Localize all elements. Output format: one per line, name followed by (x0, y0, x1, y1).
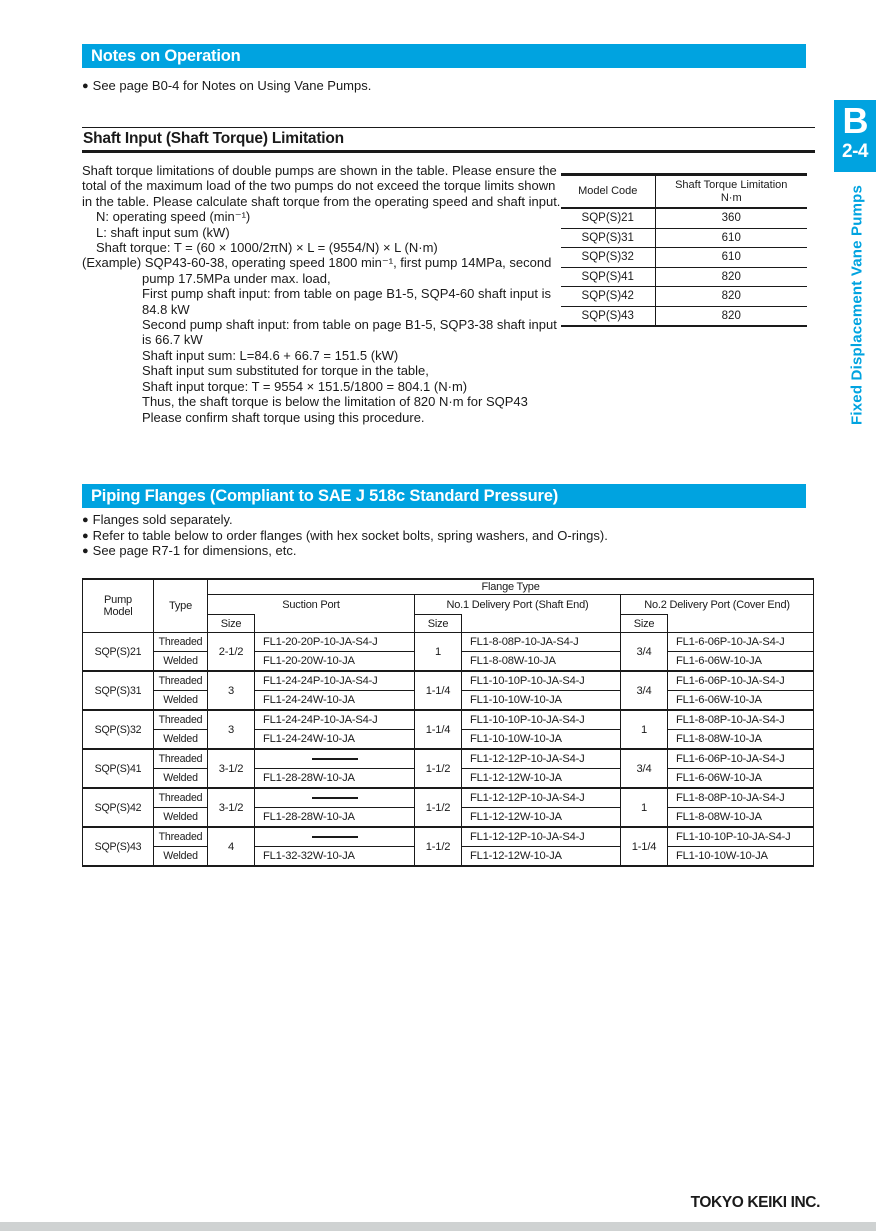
torque-row (561, 287, 807, 307)
model-code-cell: SQP(S)43 (561, 306, 655, 326)
type-cell: Threaded (154, 710, 208, 730)
flange-header-type: Type (154, 579, 208, 633)
no2-size-cell: 3/4 (621, 671, 668, 710)
no1-part-cell: FL1-8-08W-10-JA (462, 652, 621, 672)
notes-section-title: Notes on Operation (91, 47, 241, 65)
type-cell: Welded (154, 808, 208, 828)
piping-bullet-line (82, 528, 608, 545)
flange-header-size: Size (621, 615, 668, 633)
paragraph-line: Thus, the shaft torque is below the limitation of 820 N·m for SQP43 (142, 394, 528, 410)
torque-row (561, 228, 807, 248)
no2-size-cell: 3/4 (621, 633, 668, 672)
no1-part-cell: FL1-12-12W-10-JA (462, 769, 621, 789)
suction-size-cell: 3-1/2 (208, 788, 255, 827)
bullet-icon: ● (82, 545, 89, 557)
torque-row (561, 248, 807, 268)
flange-header-blank (668, 615, 814, 633)
paragraph-line: Shaft input sum: L=84.6 + 66.7 = 151.5 (kW) (142, 347, 399, 363)
suction-part-cell (255, 827, 415, 847)
no1-part-cell: FL1-10-10P-10-JA-S4-J (462, 710, 621, 730)
paragraph-line: First pump shaft input: from table on page B1-5, SQP4-60 shaft input is (142, 286, 551, 302)
no2-part-cell: FL1-6-06W-10-JA (668, 769, 814, 789)
torque-value-cell: 820 (655, 267, 807, 287)
model-code-cell: SQP(S)32 (561, 248, 655, 268)
piping-bullet-line (82, 543, 296, 560)
no1-part-cell: FL1-12-12P-10-JA-S4-J (462, 827, 621, 847)
torque-row (561, 208, 807, 228)
torque-header-value-line2: N·m (720, 191, 742, 204)
no1-size-cell: 1 (415, 633, 462, 672)
torque-value-cell: 610 (655, 248, 807, 268)
notes-bullet-text: See page B0-4 for Notes on Using Vane Pumps. (92, 78, 372, 93)
bullet-icon: ● (82, 514, 89, 526)
pump-model-cell: SQP(S)43 (83, 827, 154, 866)
suction-part-cell: FL1-20-20W-10-JA (255, 652, 415, 672)
suction-size-cell: 3-1/2 (208, 749, 255, 788)
notes-bullet-line (82, 78, 371, 95)
pump-model-cell: SQP(S)21 (83, 633, 154, 672)
flange-table-body (83, 633, 814, 867)
company-logo-text: TOKYO KEIKI INC. (690, 1194, 820, 1211)
flange-row-threaded (83, 671, 814, 691)
model-code-cell: SQP(S)21 (561, 208, 655, 228)
suction-part-cell: FL1-32-32W-10-JA (255, 847, 415, 867)
pump-model-label-line1: Pump (104, 594, 132, 606)
torque-row (561, 306, 807, 326)
suction-part-cell: FL1-24-24W-10-JA (255, 730, 415, 750)
torque-table (561, 173, 807, 327)
no-part-dash (312, 836, 358, 838)
flange-header-flange-type: Flange Type (208, 579, 814, 595)
suction-part-cell: FL1-28-28W-10-JA (255, 808, 415, 828)
chapter-tab (834, 100, 876, 172)
notes-section-header (82, 44, 806, 68)
torque-value-cell: 820 (721, 309, 741, 322)
paragraph-line: (Example) SQP43-60-38, operating speed 1800 min⁻¹, first pump 14MPa, second (82, 255, 552, 271)
type-cell: Welded (154, 847, 208, 867)
type-cell: Threaded (154, 788, 208, 808)
no1-part-cell: FL1-12-12W-10-JA (462, 808, 621, 828)
flange-header-blank (255, 615, 415, 633)
suction-size-cell: 3 (208, 671, 255, 710)
no1-size-cell: 1-1/4 (415, 671, 462, 710)
no-part-dash (312, 797, 358, 799)
flange-row-threaded (83, 633, 814, 652)
suction-part-cell: FL1-24-24P-10-JA-S4-J (255, 671, 415, 691)
paragraph-line: L: shaft input sum (kW) (96, 224, 230, 240)
model-code-cell: SQP(S)31 (561, 228, 655, 248)
flange-row-threaded (83, 788, 814, 808)
suction-part-cell: FL1-24-24W-10-JA (255, 691, 415, 711)
paragraph-line: 84.8 kW (142, 301, 190, 317)
piping-bullet-line (82, 512, 233, 529)
suction-part-cell: FL1-24-24P-10-JA-S4-J (255, 710, 415, 730)
shaft-paragraph (82, 163, 582, 425)
type-cell: Threaded (154, 749, 208, 769)
flange-header-row1 (83, 579, 814, 595)
page-bottom-edge (0, 1222, 876, 1231)
no2-part-cell: FL1-6-06W-10-JA (668, 691, 814, 711)
type-cell: Threaded (154, 633, 208, 652)
no2-part-cell: FL1-6-06P-10-JA-S4-J (668, 633, 814, 652)
no2-size-cell: 1 (621, 788, 668, 827)
no1-part-cell: FL1-12-12P-10-JA-S4-J (462, 749, 621, 769)
piping-bullet-text: See page R7-1 for dimensions, etc. (92, 543, 297, 558)
chapter-vertical-label: Fixed Displacement Vane Pumps (848, 184, 866, 426)
piping-section-title: Piping Flanges (Compliant to SAE J 518c Standard Pressure) (91, 487, 559, 505)
suction-size-cell: 2-1/2 (208, 633, 255, 672)
pump-model-cell: SQP(S)42 (83, 788, 154, 827)
torque-value-cell: 820 (655, 287, 807, 307)
paragraph-line: Second pump shaft input: from table on page B1-5, SQP3-38 shaft input (142, 317, 557, 333)
no2-part-cell: FL1-6-06P-10-JA-S4-J (668, 749, 814, 769)
suction-part-cell: FL1-20-20P-10-JA-S4-J (255, 633, 415, 652)
paragraph-line: Shaft input torque: T = 9554 × 151.5/1800 = 804.1 (N·m) (142, 378, 468, 394)
no2-part-cell: FL1-6-06P-10-JA-S4-J (668, 671, 814, 691)
flange-header-pump-model (83, 579, 154, 633)
no1-part-cell: FL1-10-10P-10-JA-S4-J (462, 671, 621, 691)
bullet-icon: ● (82, 80, 89, 92)
torque-header-row (561, 175, 807, 209)
no2-size-cell: 3/4 (621, 749, 668, 788)
no2-part-cell: FL1-6-06W-10-JA (668, 652, 814, 672)
no1-part-cell: FL1-8-08P-10-JA-S4-J (462, 633, 621, 652)
pump-model-label-line2: Model (103, 606, 133, 618)
flange-row-threaded (83, 710, 814, 730)
paragraph-line: in the table. Please calculate shaft torque from the operating speed and shaft input. (82, 193, 561, 209)
piping-bullet-text: Refer to table below to order flanges (with hex socket bolts, spring washers, and O-rings). (92, 527, 608, 543)
no1-part-cell: FL1-12-12W-10-JA (462, 847, 621, 867)
no2-part-cell: FL1-8-08W-10-JA (668, 808, 814, 828)
type-cell: Welded (154, 769, 208, 789)
section-rule-top (82, 127, 815, 128)
pump-model-cell: SQP(S)31 (83, 671, 154, 710)
type-cell: Threaded (154, 671, 208, 691)
no2-size-cell: 1-1/4 (621, 827, 668, 866)
suction-size-cell: 4 (208, 827, 255, 866)
flange-row-threaded (83, 827, 814, 847)
type-cell: Welded (154, 730, 208, 750)
no2-part-cell: FL1-8-08P-10-JA-S4-J (668, 710, 814, 730)
torque-value-cell: 610 (655, 228, 807, 248)
type-cell: Welded (154, 652, 208, 672)
no1-part-cell: FL1-10-10W-10-JA (462, 691, 621, 711)
no2-part-cell: FL1-10-10W-10-JA (668, 847, 814, 867)
torque-row (561, 267, 807, 287)
flange-header-blank (462, 615, 621, 633)
flange-header-size: Size (415, 615, 462, 633)
chapter-tab-number: 2-4 (842, 141, 868, 162)
no2-size-cell: 1 (621, 710, 668, 749)
piping-bullet-text: Flanges sold separately. (92, 512, 233, 527)
suction-part-cell (255, 749, 415, 769)
suction-part-cell: FL1-28-28W-10-JA (255, 769, 415, 789)
paragraph-line: total of the maximum load of the two pumps do not exceed the torque limits shown (82, 178, 556, 194)
no1-part-cell: FL1-12-12P-10-JA-S4-J (462, 788, 621, 808)
no2-part-cell: FL1-8-08P-10-JA-S4-J (668, 788, 814, 808)
flange-header-no2-port: No.2 Delivery Port (Cover End) (621, 595, 814, 615)
paragraph-line: Shaft torque: T = (60 × 1000/2πN) × L = (9554/N) × L (N·m) (96, 240, 438, 256)
flange-row-threaded (83, 749, 814, 769)
no1-size-cell: 1-1/4 (415, 710, 462, 749)
no1-size-cell: 1-1/2 (415, 749, 462, 788)
paragraph-line: Shaft torque limitations of double pumps are shown in the table. Please ensure the (82, 163, 557, 178)
piping-section-header (82, 484, 806, 508)
no2-part-cell: FL1-10-10P-10-JA-S4-J (668, 827, 814, 847)
shaft-section-title: Shaft Input (Shaft Torque) Limitation (83, 130, 344, 147)
section-rule-bottom (82, 150, 815, 153)
type-cell: Welded (154, 691, 208, 711)
bullet-icon: ● (82, 529, 89, 542)
paragraph-line: pump 17.5MPa under max. load, (142, 270, 331, 286)
torque-header-value-line1: Shaft Torque Limitation (675, 179, 788, 191)
torque-header-model: Model Code (561, 175, 655, 209)
no1-size-cell: 1-1/2 (415, 788, 462, 827)
pump-model-cell: SQP(S)41 (83, 749, 154, 788)
paragraph-line: is 66.7 kW (142, 332, 203, 348)
torque-value-cell: 360 (655, 208, 807, 228)
no2-part-cell: FL1-8-08W-10-JA (668, 730, 814, 750)
flange-header-suction-port: Suction Port (208, 595, 415, 615)
model-code-cell: SQP(S)42 (561, 287, 655, 307)
pump-model-cell: SQP(S)32 (83, 710, 154, 749)
flange-table (82, 578, 814, 867)
type-cell: Threaded (154, 827, 208, 847)
suction-size-cell: 3 (208, 710, 255, 749)
no-part-dash (312, 758, 358, 760)
flange-header-size: Size (208, 615, 255, 633)
paragraph-line: Please confirm shaft torque using this procedure. (142, 409, 425, 425)
paragraph-line: Shaft input sum substituted for torque in the table, (142, 363, 429, 379)
suction-part-cell (255, 788, 415, 808)
no1-size-cell: 1-1/2 (415, 827, 462, 866)
flange-header-no1-port: No.1 Delivery Port (Shaft End) (415, 595, 621, 615)
chapter-tab-letter: B (842, 100, 868, 141)
paragraph-line: N: operating speed (min⁻¹) (96, 209, 251, 225)
torque-table-body (561, 208, 807, 326)
model-code-cell: SQP(S)41 (561, 267, 655, 287)
torque-header-value (655, 175, 807, 209)
no1-part-cell: FL1-10-10W-10-JA (462, 730, 621, 750)
